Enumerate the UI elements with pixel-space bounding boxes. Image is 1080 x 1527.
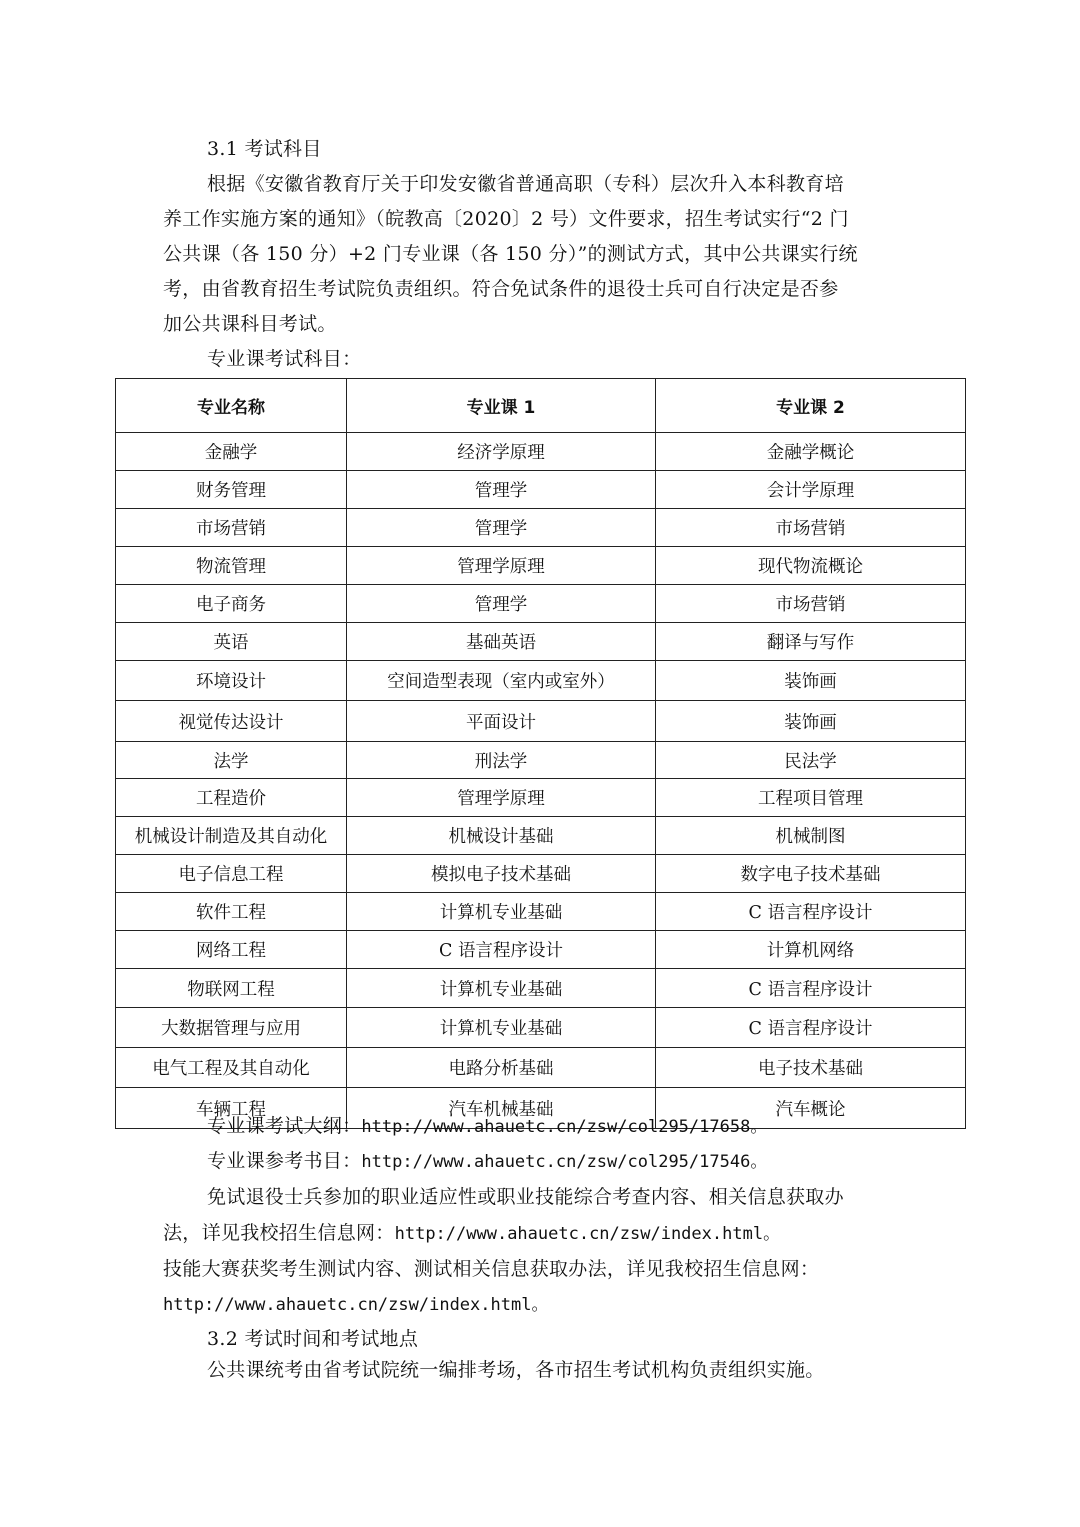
cell-major-name: 英语 xyxy=(116,623,347,661)
cell-course-2: 装饰画 xyxy=(656,701,966,742)
cell-course-1: 管理学 xyxy=(347,509,656,547)
table-row xyxy=(116,433,966,471)
table-row xyxy=(116,969,966,1008)
table-intro: 专业课考试科目： xyxy=(207,348,362,370)
table-row xyxy=(116,701,966,742)
cell-major-name: 工程造价 xyxy=(116,779,347,817)
cell-major-name: 物联网工程 xyxy=(116,969,347,1008)
cell-course-2: 装饰画 xyxy=(656,661,966,701)
cell-course-2: C 语言程序设计 xyxy=(656,1008,966,1048)
cell-course-1: 电路分析基础 xyxy=(347,1048,656,1088)
table-row xyxy=(116,661,966,701)
header-course-2: 专业课 2 xyxy=(656,379,966,433)
cell-major-name: 视觉传达设计 xyxy=(116,701,347,742)
table-row xyxy=(116,471,966,509)
cell-course-1: 计算机专业基础 xyxy=(347,893,656,931)
cell-course-1: 机械设计基础 xyxy=(347,817,656,855)
cell-course-1: 管理学 xyxy=(347,585,656,623)
cell-course-2: 数字电子技术基础 xyxy=(656,855,966,893)
cell-major-name: 机械设计制造及其自动化 xyxy=(116,817,347,855)
section-3-2-paragraph: 公共课统考由省考试院统一编排考场，各市招生考试机构负责组织实施。 xyxy=(207,1359,825,1381)
table-row xyxy=(116,855,966,893)
cell-major-name: 金融学 xyxy=(116,433,347,471)
veteran-text: 法，详见我校招生信息网： xyxy=(163,1222,395,1244)
cell-course-2: 工程项目管理 xyxy=(656,779,966,817)
section-3-2-heading: 3.2 考试时间和考试地点 xyxy=(207,1328,419,1350)
cell-course-2: 民法学 xyxy=(656,742,966,779)
cell-course-1: 计算机专业基础 xyxy=(347,1008,656,1048)
cell-course-2: C 语言程序设计 xyxy=(656,893,966,931)
section-3-1-heading: 3.1 考试科目 xyxy=(207,138,322,160)
cell-course-1: 管理学原理 xyxy=(347,547,656,585)
table-row xyxy=(116,817,966,855)
cell-course-1: 刑法学 xyxy=(347,742,656,779)
cell-major-name: 物流管理 xyxy=(116,547,347,585)
paragraph-line: 公共课（各 150 分）+2 门专业课（各 150 分）”的测试方式，其中公共课实行统 xyxy=(163,243,858,265)
cell-major-name: 电气工程及其自动化 xyxy=(116,1048,347,1088)
paragraph-line: 养工作实施方案的通知》（皖教高〔2020〕2 号）文件要求，招生考试实行“2 门 xyxy=(163,208,849,230)
cell-course-1: 模拟电子技术基础 xyxy=(347,855,656,893)
table-row xyxy=(116,1048,966,1088)
cell-course-2: 市场营销 xyxy=(656,585,966,623)
table-row xyxy=(116,779,966,817)
skills-line-2 xyxy=(163,1292,548,1317)
cell-course-2: 机械制图 xyxy=(656,817,966,855)
veteran-url[interactable]: http://www.ahauetc.cn/zsw/index.html。 xyxy=(394,1224,781,1244)
books-label: 专业课参考书目： xyxy=(207,1150,362,1172)
outline-line xyxy=(207,1114,767,1139)
cell-course-1: 汽车机械基础 xyxy=(347,1088,656,1129)
outline-url[interactable]: http://www.ahauetc.cn/zsw/col295/17658。 xyxy=(361,1117,768,1137)
cell-course-2: 翻译与写作 xyxy=(656,623,966,661)
veteran-line-2 xyxy=(163,1221,780,1246)
outline-label: 专业课考试大纲： xyxy=(207,1115,362,1137)
books-url[interactable]: http://www.ahauetc.cn/zsw/col295/17546。 xyxy=(361,1152,768,1172)
books-line xyxy=(207,1149,767,1174)
table-header-row xyxy=(116,379,966,433)
cell-major-name: 车辆工程 xyxy=(116,1088,347,1129)
cell-major-name: 电子信息工程 xyxy=(116,855,347,893)
cell-course-1: 管理学原理 xyxy=(347,779,656,817)
cell-course-2: 汽车概论 xyxy=(656,1088,966,1129)
cell-course-2: C 语言程序设计 xyxy=(656,969,966,1008)
table-row xyxy=(116,893,966,931)
cell-course-1: 计算机专业基础 xyxy=(347,969,656,1008)
cell-major-name: 软件工程 xyxy=(116,893,347,931)
cell-course-2: 现代物流概论 xyxy=(656,547,966,585)
cell-course-2: 电子技术基础 xyxy=(656,1048,966,1088)
cell-course-2: 会计学原理 xyxy=(656,471,966,509)
header-course-1: 专业课 1 xyxy=(347,379,656,433)
paragraph-line: 根据《安徽省教育厅关于印发安徽省普通高职（专科）层次升入本科教育培 xyxy=(207,173,844,195)
table-row xyxy=(116,547,966,585)
table-row xyxy=(116,585,966,623)
cell-course-1: 空间造型表现（室内或室外） xyxy=(347,661,656,701)
paragraph-line: 加公共课科目考试。 xyxy=(163,313,337,335)
skills-url[interactable]: http://www.ahauetc.cn/zsw/index.html。 xyxy=(163,1295,549,1315)
table-row xyxy=(116,1008,966,1048)
table-row xyxy=(116,509,966,547)
table-row xyxy=(116,931,966,969)
table-row xyxy=(116,742,966,779)
table-body xyxy=(116,433,966,1129)
cell-major-name: 财务管理 xyxy=(116,471,347,509)
skills-line-1: 技能大赛获奖考生测试内容、测试相关信息获取办法，详见我校招生信息网： xyxy=(163,1258,820,1280)
cell-major-name: 大数据管理与应用 xyxy=(116,1008,347,1048)
cell-course-2: 计算机网络 xyxy=(656,931,966,969)
cell-course-1: 平面设计 xyxy=(347,701,656,742)
header-major-name: 专业名称 xyxy=(116,379,347,433)
cell-major-name: 环境设计 xyxy=(116,661,347,701)
cell-major-name: 法学 xyxy=(116,742,347,779)
table-row xyxy=(116,623,966,661)
cell-course-1: 基础英语 xyxy=(347,623,656,661)
cell-course-1: C 语言程序设计 xyxy=(347,931,656,969)
cell-course-1: 管理学 xyxy=(347,471,656,509)
paragraph-line: 考，由省教育招生考试院负责组织。符合免试条件的退役士兵可自行决定是否参 xyxy=(163,278,839,300)
cell-course-2: 金融学概论 xyxy=(656,433,966,471)
cell-major-name: 电子商务 xyxy=(116,585,347,623)
veteran-line-1: 免试退役士兵参加的职业适应性或职业技能综合考查内容、相关信息获取办 xyxy=(207,1186,844,1208)
cell-course-2: 市场营销 xyxy=(656,509,966,547)
exam-subjects-table xyxy=(115,378,966,1129)
cell-major-name: 网络工程 xyxy=(116,931,347,969)
cell-course-1: 经济学原理 xyxy=(347,433,656,471)
cell-major-name: 市场营销 xyxy=(116,509,347,547)
